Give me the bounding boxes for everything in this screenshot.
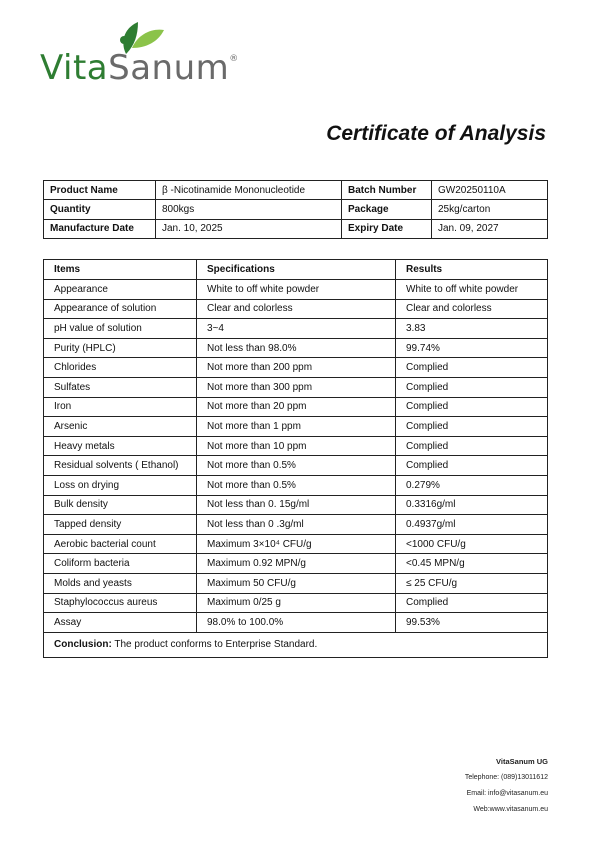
item-cell: Assay: [44, 613, 197, 633]
result-cell: Complied: [396, 436, 548, 456]
result-cell: 0.4937g/ml: [396, 515, 548, 535]
analysis-row: [44, 534, 548, 554]
header-items: Items: [44, 260, 197, 280]
specification-cell: Not more than 10 ppm: [197, 436, 396, 456]
company-footer: [465, 754, 548, 818]
result-cell: Complied: [396, 397, 548, 417]
footer-telephone: Telephone: (089)13011612: [464, 774, 548, 781]
analysis-row: [44, 338, 548, 358]
analysis-row: [44, 377, 548, 397]
logo-part-sanum: Sanum: [108, 48, 230, 88]
info-label: Expiry Date: [342, 219, 432, 238]
specification-cell: Not more than 0.5%: [197, 456, 396, 476]
analysis-row: [44, 554, 548, 574]
specification-cell: Not more than 300 ppm: [197, 377, 396, 397]
item-cell: Purity (HPLC): [44, 338, 197, 358]
item-cell: Aerobic bacterial count: [44, 534, 197, 554]
result-cell: <0.45 MPN/g: [396, 554, 548, 574]
specification-cell: White to off white powder: [197, 280, 396, 300]
info-label: Package: [342, 200, 432, 219]
result-cell: 0.279%: [396, 475, 548, 495]
specification-cell: Not more than 0.5%: [197, 475, 396, 495]
result-cell: Clear and colorless: [396, 299, 548, 319]
footer-web: Web:www.vitasanum.eu: [473, 806, 548, 813]
result-cell: 99.74%: [396, 338, 548, 358]
item-cell: Loss on drying: [44, 475, 197, 495]
analysis-header-row: [44, 260, 548, 280]
analysis-row: [44, 495, 548, 515]
vitasanum-logo: [40, 14, 280, 94]
result-cell: Complied: [396, 593, 548, 613]
specification-cell: Maximum 0/25 g: [197, 593, 396, 613]
specification-cell: 3~4: [197, 319, 396, 339]
analysis-row: [44, 613, 548, 633]
item-cell: Staphylococcus aureus: [44, 593, 197, 613]
result-cell: 3.83: [396, 319, 548, 339]
header-results: Results: [396, 260, 548, 280]
item-cell: Appearance of solution: [44, 299, 197, 319]
analysis-row: [44, 417, 548, 437]
specification-cell: Clear and colorless: [197, 299, 396, 319]
result-cell: Complied: [396, 358, 548, 378]
footer-email: Email: info@vitasanum.eu: [466, 790, 548, 797]
page-title: Certificate of Analysis: [326, 122, 546, 145]
result-cell: Complied: [396, 417, 548, 437]
conclusion-label: Conclusion:: [54, 639, 112, 651]
analysis-table: [43, 259, 548, 658]
info-value: Jan. 09, 2027: [432, 219, 548, 238]
analysis-row: [44, 475, 548, 495]
analysis-row: [44, 299, 548, 319]
item-cell: Molds and yeasts: [44, 573, 197, 593]
product-info-table: [43, 180, 548, 239]
logo-part-vita: Vita: [40, 48, 109, 88]
info-label: Batch Number: [342, 181, 432, 200]
result-cell: ≤ 25 CFU/g: [396, 573, 548, 593]
header-specifications: Specifications: [197, 260, 396, 280]
item-cell: Residual solvents ( Ethanol): [44, 456, 197, 476]
specification-cell: Maximum 50 CFU/g: [197, 573, 396, 593]
info-value: GW20250110A: [432, 181, 548, 200]
specification-cell: Not more than 1 ppm: [197, 417, 396, 437]
item-cell: Tapped density: [44, 515, 197, 535]
analysis-row: [44, 515, 548, 535]
info-row: [44, 200, 548, 219]
analysis-row: [44, 456, 548, 476]
info-label: Manufacture Date: [44, 219, 156, 238]
info-row: [44, 181, 548, 200]
item-cell: Arsenic: [44, 417, 197, 437]
result-cell: White to off white powder: [396, 280, 548, 300]
specification-cell: Maximum 3×10⁴ CFU/g: [197, 534, 396, 554]
info-value: β -Nicotinamide Mononucleotide: [156, 181, 342, 200]
result-cell: 0.3316g/ml: [396, 495, 548, 515]
analysis-row: [44, 436, 548, 456]
conclusion-text: The product conforms to Enterprise Standard.: [111, 639, 318, 651]
specification-cell: Not less than 0. 15g/ml: [197, 495, 396, 515]
item-cell: pH value of solution: [44, 319, 197, 339]
item-cell: Appearance: [44, 280, 197, 300]
registered-mark: ®: [229, 54, 239, 64]
analysis-row: [44, 358, 548, 378]
analysis-row: [44, 397, 548, 417]
specification-cell: Maximum 0.92 MPN/g: [197, 554, 396, 574]
conclusion-row: [44, 632, 548, 657]
result-cell: Complied: [396, 456, 548, 476]
result-cell: <1000 CFU/g: [396, 534, 548, 554]
info-value: 800kgs: [156, 200, 342, 219]
info-row: [44, 219, 548, 238]
info-value: Jan. 10, 2025: [156, 219, 342, 238]
info-label: Quantity: [44, 200, 156, 219]
logo-wordmark: [40, 48, 239, 88]
info-label: Product Name: [44, 181, 156, 200]
item-cell: Coliform bacteria: [44, 554, 197, 574]
item-cell: Sulfates: [44, 377, 197, 397]
analysis-row: [44, 319, 548, 339]
specification-cell: Not less than 0 .3g/ml: [197, 515, 396, 535]
result-cell: 99.53%: [396, 613, 548, 633]
conclusion-cell: [44, 632, 548, 657]
specification-cell: Not more than 20 ppm: [197, 397, 396, 417]
item-cell: Heavy metals: [44, 436, 197, 456]
specification-cell: Not less than 98.0%: [197, 338, 396, 358]
specification-cell: Not more than 200 ppm: [197, 358, 396, 378]
item-cell: Bulk density: [44, 495, 197, 515]
specification-cell: 98.0% to 100.0%: [197, 613, 396, 633]
analysis-row: [44, 280, 548, 300]
analysis-row: [44, 593, 548, 613]
result-cell: Complied: [396, 377, 548, 397]
analysis-row: [44, 573, 548, 593]
info-value: 25kg/carton: [432, 200, 548, 219]
item-cell: Chlorides: [44, 358, 197, 378]
footer-company: VitaSanum UG: [496, 757, 548, 766]
item-cell: Iron: [44, 397, 197, 417]
